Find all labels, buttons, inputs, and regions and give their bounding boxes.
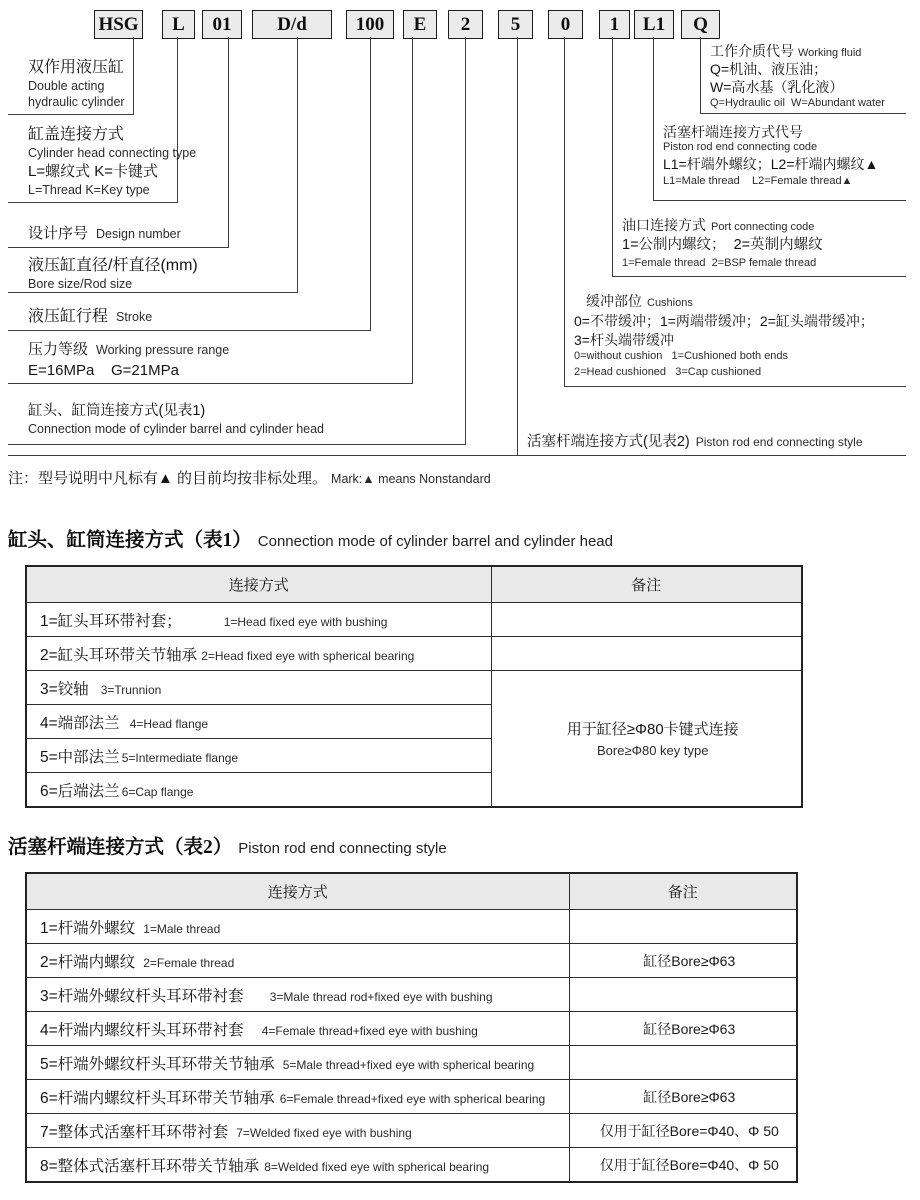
right-label-1-line1 bbox=[710, 42, 885, 60]
table1-row-3-en: 3=Trunnion bbox=[100, 682, 162, 697]
left-label-double-acting bbox=[28, 57, 125, 110]
table2-header-remark: 备注 bbox=[569, 873, 797, 910]
table1-header-connection: 连接方式 bbox=[26, 566, 491, 603]
table2-row-7-remark: 仅用于缸径Bore=Φ40、Φ 50 bbox=[569, 1114, 797, 1148]
table2-title-en: Piston rod end connecting style bbox=[238, 840, 447, 857]
table2-title bbox=[8, 831, 447, 859]
table2-row-7-cn: 7=整体式活塞杆耳环带衬套 bbox=[40, 1123, 229, 1141]
table1-row-2-en: 2=Head fixed eye with spherical bearing bbox=[201, 648, 415, 663]
right-label-3-l2: 1=公制内螺纹； 2=英制内螺纹 bbox=[622, 237, 823, 253]
table1-row-3 bbox=[26, 671, 802, 705]
table1-row-4-cn: 4=端部法兰 bbox=[40, 714, 120, 732]
left-label-2-cn2: L=螺纹式 K=卡键式 bbox=[28, 163, 159, 180]
left-label-bore-rod-size bbox=[28, 255, 198, 292]
table2-row-3-cn: 3=杆端外螺纹杆头耳环带衬套 bbox=[40, 987, 244, 1005]
table1-header-row bbox=[26, 566, 802, 603]
right-label-3-cn: 油口连接方式 bbox=[622, 217, 706, 233]
underline-left-5 bbox=[8, 330, 371, 331]
code-box-l1: L1 bbox=[634, 10, 674, 39]
connector-vline-01 bbox=[228, 37, 229, 247]
table1-row-2 bbox=[26, 637, 802, 671]
table2-row-3-remark bbox=[569, 978, 797, 1012]
table2-row-8-cn: 8=整体式活塞杆耳环带关节轴承 bbox=[40, 1157, 260, 1175]
right-label-3-l3: 1=Female thread 2=BSP female thread bbox=[622, 257, 817, 269]
code-box-0: 0 bbox=[548, 10, 583, 39]
right-label-4-l5: 2=Head cushioned 3=Cap cushioned bbox=[574, 365, 762, 378]
code-box-hsg: HSG bbox=[94, 10, 143, 39]
left-label-6-line1 bbox=[28, 340, 229, 360]
table2-row-8 bbox=[26, 1148, 797, 1183]
table2-row-4 bbox=[26, 1012, 797, 1046]
table1-row-5-cn: 5=中部法兰 bbox=[40, 748, 120, 766]
right-label-4-line1 bbox=[586, 292, 874, 311]
connector-vline-100 bbox=[370, 37, 371, 330]
left-label-2-cn: 缸盖连接方式 bbox=[28, 126, 125, 143]
right-label-4-en: Cushions bbox=[647, 297, 693, 309]
left-label-6-en: Working pressure range bbox=[96, 343, 230, 357]
table2-row-4-type bbox=[26, 1012, 569, 1046]
table2-row-1-remark bbox=[569, 910, 797, 944]
table1-row-1-en: 1=Head fixed eye with bushing bbox=[223, 614, 388, 629]
table2-row-7-type bbox=[26, 1114, 569, 1148]
note-cn: 注：型号说明中凡标有▲ 的目前均按非标处理。 bbox=[8, 470, 328, 487]
left-label-barrel-head-connection bbox=[28, 401, 324, 438]
right-label-4-cn: 缓冲部位 bbox=[586, 293, 642, 309]
code-box-q: Q bbox=[681, 10, 720, 39]
table2-row-3-en: 3=Male thread rod+fixed eye with bushing bbox=[269, 989, 493, 1004]
table1-row-2-cn: 2=缸头耳环带关节轴承 bbox=[40, 646, 198, 664]
table2-row-2-en: 2=Female thread bbox=[143, 955, 235, 970]
table2-row-6-cn: 6=杆端内螺纹杆头耳环带关节轴承 bbox=[40, 1089, 275, 1107]
section-divider bbox=[8, 455, 906, 456]
left-label-design-number bbox=[28, 224, 181, 244]
left-label-6-values: E=16MPa G=21MPa bbox=[28, 362, 179, 379]
table2-row-2-type bbox=[26, 944, 569, 978]
right-label-4-l2: 0=不带缓冲；1=两端带缓冲；2=缸头端带缓冲； bbox=[574, 313, 874, 329]
connector-vline-2 bbox=[465, 37, 466, 444]
right-label-5-en: Piston rod end connecting style bbox=[695, 435, 863, 449]
table1-row-1-remark bbox=[491, 603, 802, 637]
table1-merged-remark bbox=[491, 671, 802, 808]
code-box-5: 5 bbox=[498, 10, 533, 39]
table2-row-6-remark: 缸径Bore≥Φ63 bbox=[569, 1080, 797, 1114]
note-en: Mark:▲ means Nonstandard bbox=[331, 472, 491, 486]
table2-row-2-cn: 2=杆端内螺纹 bbox=[40, 953, 136, 971]
connector-vline-q bbox=[700, 37, 701, 113]
connector-vline-5 bbox=[517, 37, 518, 455]
table2-row-5-cn: 5=杆端外螺纹杆头耳环带关节轴承 bbox=[40, 1055, 275, 1073]
connector-vline-hsg bbox=[133, 37, 134, 114]
table2-row-6-type bbox=[26, 1080, 569, 1114]
table1-row-3-cn: 3=铰轴 bbox=[40, 680, 89, 698]
code-box-dd: D/d bbox=[252, 10, 332, 39]
right-label-1-cn: 工作介质代号 bbox=[710, 43, 794, 59]
table2-header-row bbox=[26, 873, 797, 910]
right-label-1-l3: W=高水基（乳化液） bbox=[710, 79, 844, 95]
table2-row-1-en: 1=Male thread bbox=[143, 921, 221, 936]
left-label-2-en2: L=Thread K=Key type bbox=[28, 183, 150, 197]
underline-left-1 bbox=[8, 114, 134, 115]
right-label-5-cn: 活塞杆端连接方式(见表2) bbox=[527, 434, 690, 450]
right-label-4-l3: 3=杆头端带缓冲 bbox=[574, 332, 674, 348]
code-box-1: 1 bbox=[599, 10, 630, 39]
left-label-7-en: Connection mode of cylinder barrel and cylinder head bbox=[28, 422, 325, 436]
table2-row-5-type bbox=[26, 1046, 569, 1080]
left-label-1-en2: hydraulic cylinder bbox=[28, 95, 125, 109]
underline-left-3 bbox=[8, 247, 229, 248]
table1-row-6-en: 6=Cap flange bbox=[121, 784, 194, 799]
table2-header-connection: 连接方式 bbox=[26, 873, 569, 910]
table2-row-8-remark: 仅用于缸径Bore=Φ40、Φ 50 bbox=[569, 1148, 797, 1183]
table1-row-6-cn: 6=后端法兰 bbox=[40, 782, 120, 800]
right-label-cushions bbox=[574, 292, 874, 380]
right-label-2-l4: L1=Male thread L2=Female thread▲ bbox=[663, 175, 853, 187]
table2-row-7-en: 7=Welded fixed eye with bushing bbox=[236, 1125, 412, 1140]
table1-row-4-type bbox=[26, 705, 491, 739]
underline-left-2 bbox=[8, 202, 178, 203]
table1-row-1-type bbox=[26, 603, 491, 637]
code-box-e: E bbox=[403, 10, 437, 39]
left-label-7-cn: 缸头、缸筒连接方式(见表1) bbox=[28, 403, 206, 419]
table2-row-1 bbox=[26, 910, 797, 944]
left-label-3-cn: 设计序号 bbox=[28, 225, 89, 242]
left-label-6-cn: 压力等级 bbox=[28, 341, 89, 358]
table1-row-2-type bbox=[26, 637, 491, 671]
left-label-1-cn: 双作用液压缸 bbox=[28, 59, 125, 76]
table2-title-cn: 活塞杆端连接方式（表2） bbox=[8, 837, 233, 858]
left-label-5-en: Stroke bbox=[116, 310, 153, 324]
table2-row-1-type bbox=[26, 910, 569, 944]
table1-merged-remark-cn: 用于缸径≥Φ80卡键式连接 bbox=[566, 720, 739, 738]
right-label-1-l4: Q=Hydraulic oil W=Abundant water bbox=[710, 97, 885, 109]
table1-row-5-en: 5=Intermediate flange bbox=[121, 750, 239, 765]
table1-row-4-en: 4=Head flange bbox=[129, 716, 209, 731]
underline-left-6 bbox=[8, 383, 413, 384]
connector-vline-dd bbox=[297, 37, 298, 292]
table2-row-6-en: 6=Female thread+fixed eye with spherical bearing bbox=[279, 1091, 546, 1106]
left-label-5-cn: 液压缸行程 bbox=[28, 308, 109, 325]
left-label-head-connecting-type bbox=[28, 124, 196, 198]
table1-row-6-type bbox=[26, 773, 491, 808]
table2-row-6 bbox=[26, 1080, 797, 1114]
left-label-stroke bbox=[28, 306, 152, 327]
table2-row-3-type bbox=[26, 978, 569, 1012]
table1-row-2-remark bbox=[491, 637, 802, 671]
left-label-2-en: Cylinder head connecting type bbox=[28, 146, 197, 160]
left-label-3-en: Design number bbox=[96, 227, 181, 241]
table1-merged-remark-en: Bore≥Φ80 key type bbox=[597, 742, 709, 758]
left-label-1-en1: Double acting bbox=[28, 79, 105, 93]
right-label-2-l3: L1=杆端外螺纹；L2=杆端内螺纹▲ bbox=[663, 156, 879, 172]
table2-row-1-cn: 1=杆端外螺纹 bbox=[40, 919, 136, 937]
connector-vline-e bbox=[412, 37, 413, 383]
code-box-100: 100 bbox=[346, 10, 394, 39]
table2-row-4-remark: 缸径Bore≥Φ63 bbox=[569, 1012, 797, 1046]
table2-row-8-type bbox=[26, 1148, 569, 1183]
table1-row-3-type bbox=[26, 671, 491, 705]
underline-right-4 bbox=[564, 386, 906, 387]
right-label-2-cn: 活塞杆端连接方式代号 bbox=[663, 124, 803, 140]
table2-row-5-en: 5=Male thread+fixed eye with spherical bearing bbox=[282, 1057, 535, 1072]
table2-row-2 bbox=[26, 944, 797, 978]
table1-row-5-type bbox=[26, 739, 491, 773]
right-label-3-en: Port connecting code bbox=[711, 221, 815, 233]
right-label-rod-end-code bbox=[663, 124, 878, 189]
table2-row-3 bbox=[26, 978, 797, 1012]
table1-row-1 bbox=[26, 603, 802, 637]
code-box-2: 2 bbox=[448, 10, 483, 39]
right-label-1-en: Working fluid bbox=[798, 47, 862, 59]
code-box-l: L bbox=[162, 10, 195, 39]
table2-row-5-remark bbox=[569, 1046, 797, 1080]
table1-row-1-cn: 1=缸头耳环带衬套； bbox=[40, 612, 182, 630]
connector-vline-0 bbox=[564, 37, 565, 386]
table2-row-7 bbox=[26, 1114, 797, 1148]
table1-title bbox=[8, 524, 613, 552]
right-label-3-line1 bbox=[622, 216, 823, 235]
table2-row-4-cn: 4=杆端内螺纹杆头耳环带衬套 bbox=[40, 1021, 244, 1039]
underline-right-2 bbox=[653, 200, 906, 201]
underline-left-4 bbox=[8, 292, 298, 293]
right-label-rod-end-style bbox=[527, 430, 863, 451]
table1-header-remark: 备注 bbox=[491, 566, 802, 603]
left-label-pressure-range bbox=[28, 340, 229, 381]
table1-title-en: Connection mode of cylinder barrel and cylinder head bbox=[257, 533, 613, 550]
nonstandard-note bbox=[8, 467, 491, 488]
right-label-1-l2: Q=机油、液压油； bbox=[710, 61, 828, 77]
underline-right-3 bbox=[612, 276, 906, 277]
right-label-4-l4: 0=without cushion 1=Cushioned both ends bbox=[574, 350, 789, 362]
table2-row-2-remark: 缸径Bore≥Φ63 bbox=[569, 944, 797, 978]
table1-title-cn: 缸头、缸筒连接方式（表1） bbox=[8, 530, 252, 551]
table2 bbox=[25, 872, 796, 1183]
right-label-2-en: Piston rod end connecting code bbox=[663, 141, 818, 153]
code-box-01: 01 bbox=[202, 10, 242, 39]
connector-vline-l1 bbox=[653, 37, 654, 200]
table2-row-5 bbox=[26, 1046, 797, 1080]
connector-vline-1 bbox=[612, 37, 613, 276]
table2-row-4-en: 4=Female thread+fixed eye with bushing bbox=[261, 1023, 478, 1038]
left-label-4-cn: 液压缸直径/杆直径(mm) bbox=[28, 257, 198, 274]
left-label-4-en: Bore size/Rod size bbox=[28, 277, 133, 291]
table1 bbox=[25, 565, 801, 808]
right-label-working-fluid bbox=[710, 42, 885, 110]
table2-row-8-en: 8=Welded fixed eye with spherical bearing bbox=[264, 1159, 490, 1174]
right-label-port-connecting bbox=[622, 216, 823, 271]
underline-left-7 bbox=[8, 444, 466, 445]
underline-right-1 bbox=[700, 113, 906, 114]
